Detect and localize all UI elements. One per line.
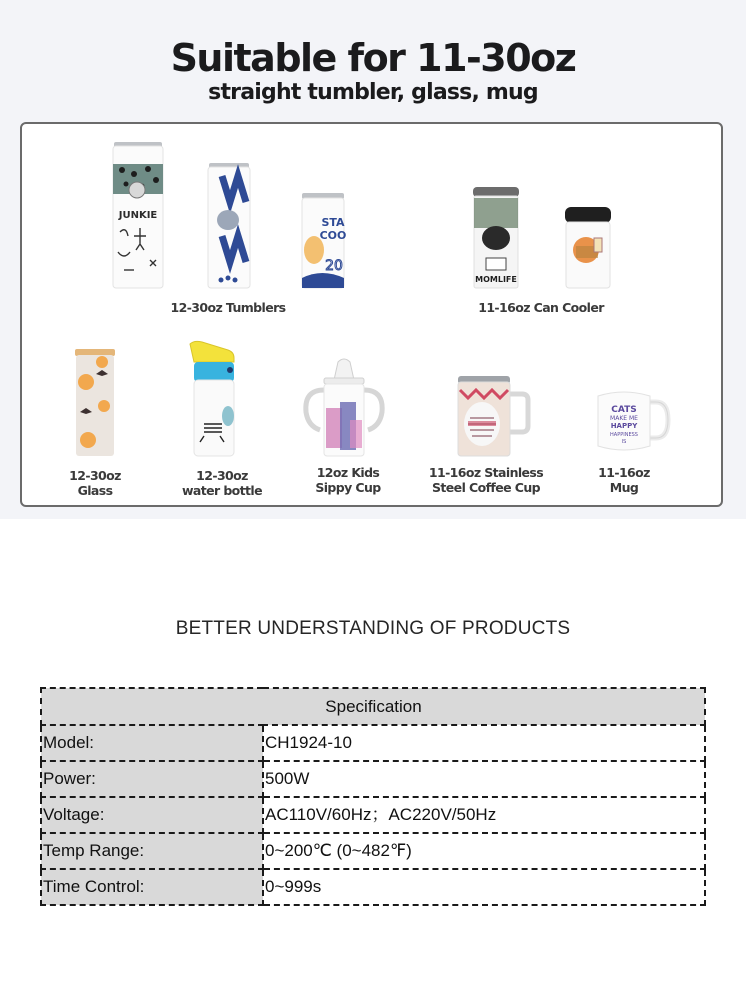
can-cooler-momlife-image (472, 186, 520, 290)
tumbler-20oz-image (206, 162, 252, 290)
spec-value-voltage: AC110V/60Hz；AC220V/50Hz (263, 797, 705, 833)
section-heading: BETTER UNDERSTANDING OF PRODUCTS (175, 618, 571, 639)
product-label-mug-line2: Mug (609, 480, 639, 495)
water-bottle-image (186, 340, 242, 458)
table-row (41, 797, 705, 833)
svg-text:HAPPINESS: HAPPINESS (610, 432, 638, 438)
sippy-cup-image (300, 358, 388, 458)
spec-key-voltage: Voltage: (41, 797, 263, 833)
spec-key-time-control: Time Control: (41, 869, 263, 905)
spec-key-power: Power: (41, 761, 263, 797)
table-row (41, 833, 705, 869)
tumbler-30oz-image (110, 140, 166, 290)
glass-can-image (74, 348, 116, 458)
svg-text:CATS: CATS (611, 405, 637, 415)
spec-value-temp-range: 0~200℃ (0~482℉) (263, 833, 705, 869)
svg-text:IS: IS (621, 439, 627, 445)
table-row (41, 869, 705, 905)
product-label-coffee-cup-line2: Steel Coffee Cup (432, 480, 540, 495)
svg-text:20: 20 (325, 258, 343, 274)
svg-text:STA: STA (321, 216, 345, 229)
stainless-coffee-cup-image (456, 374, 532, 458)
svg-text:MAKE ME: MAKE ME (610, 415, 638, 422)
product-label-glass-line2: Glass (77, 483, 113, 498)
spec-value-power: 500W (263, 761, 705, 797)
page-title: Suitable for 11-30oz (170, 36, 576, 80)
spec-key-temp-range: Temp Range: (41, 833, 263, 869)
product-label-water-bottle-line2: water bottle (181, 483, 262, 498)
svg-text:JUNKIE: JUNKIE (118, 210, 158, 221)
product-label-coffee-cup-line1: 11-16oz Stainless (428, 465, 544, 480)
page-subtitle: straight tumbler, glass, mug (208, 80, 538, 105)
table-header-row (41, 688, 705, 725)
table-row (41, 761, 705, 797)
product-label-mug-line1: 11-16oz (598, 465, 650, 480)
product-label-sippy-cup-line2: Sippy Cup (315, 480, 381, 495)
spec-value-time-control: 0~999s (263, 869, 705, 905)
specification-table (40, 687, 706, 906)
spec-key-model: Model: (41, 725, 263, 761)
svg-text:MOMLIFE: MOMLIFE (475, 275, 517, 284)
tumbler-12oz-image (300, 192, 346, 290)
svg-text:HAPPY: HAPPY (610, 422, 638, 430)
product-label-water-bottle-line1: 12-30oz (196, 468, 248, 483)
product-label-tumblers: 12-30oz Tumblers (170, 300, 286, 315)
mug-image (596, 390, 672, 452)
product-label-glass-line1: 12-30oz (69, 468, 121, 483)
spec-value-model: CH1924-10 (263, 725, 705, 761)
product-label-sippy-cup-line1: 12oz Kids (316, 465, 380, 480)
products-card (20, 122, 723, 507)
table-row (41, 725, 705, 761)
can-cooler-white-image (564, 206, 612, 290)
product-label-can-cooler: 11-16oz Can Cooler (478, 300, 604, 315)
table-header: Specification (41, 688, 705, 725)
svg-text:COO: COO (319, 229, 346, 242)
